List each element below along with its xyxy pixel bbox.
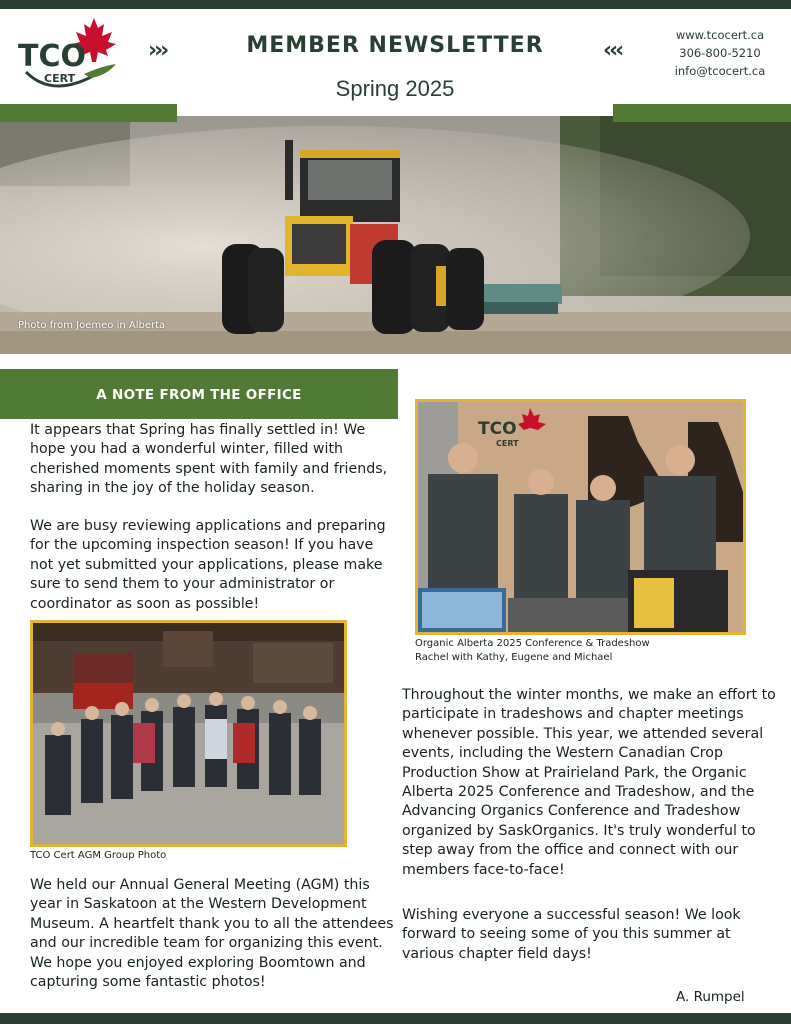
newsletter-title: MEMBER NEWSLETTER <box>246 33 544 58</box>
newsletter-season: Spring 2025 <box>335 76 455 101</box>
hero-tractor-photo <box>0 116 791 354</box>
paragraph-applications-reminder: We are busy reviewing applications and preparing for the upcoming inspection season! If you have not yet submitted your applications, please make sure to send them to your administrator or coordinator as soon as possible! <box>30 518 386 612</box>
contact-phone[interactable]: 306-800-5210 <box>679 46 761 60</box>
svg-text:CERT: CERT <box>496 439 519 448</box>
chevron-left-icon: ‹‹‹ <box>603 38 622 63</box>
svg-text:CERT: CERT <box>44 72 76 85</box>
header-accent-strip-right <box>613 104 791 122</box>
contact-website[interactable]: www.tcocert.ca <box>675 28 765 42</box>
agm-photo-caption: TCO Cert AGM Group Photo <box>30 850 167 861</box>
tco-cert-logo <box>14 16 126 100</box>
paragraph-agm: We held our Annual General Meeting (AGM) this year in Saskatoon at the Western Development Museum. A heartfelt thank you to all the attendees and our incredible team for organizing this event. We hope you enjoyed exploring Boomtown and capturing some fantastic photos! <box>30 877 394 991</box>
header-accent-strip-left <box>0 104 177 122</box>
paragraph-tradeshows: Throughout the winter months, we make an effort to participate in tradeshows and chapter meetings whenever possible. This year, we attended several events, including the Western Canadian Crop Production Show at Prairieland Park, the Organic Alberta 2025 Conference and Tradeshow, and the Advancing Organics Conference and Tradeshow organized by SaskOrganics. It's truly wonderful to step away from the office and connect with our members face-to-face! <box>402 687 776 878</box>
hero-photo-caption: Photo from Joemeo in Alberta <box>18 320 166 331</box>
tradeshow-booth-photo <box>415 399 746 635</box>
svg-text:TCO: TCO <box>478 419 517 439</box>
booth-photo-caption-line2: Rachel with Kathy, Eugene and Michael <box>415 652 613 663</box>
svg-text:TCO: TCO <box>18 39 86 74</box>
booth-photo-caption-line1: Organic Alberta 2025 Conference & Tradeshow <box>415 638 650 649</box>
chevron-right-icon: ››› <box>148 38 167 63</box>
bottom-border-bar <box>0 1013 791 1024</box>
contact-email[interactable]: info@tcocert.ca <box>674 64 766 78</box>
paragraph-spring-greeting: It appears that Spring has finally settled in! We hope you had a wonderful winter, filled with cherished moments spent with family and friends, sharing in the joy of the holiday season. <box>30 422 388 497</box>
section-heading-office-note: A NOTE FROM THE OFFICE <box>0 369 398 419</box>
agm-group-photo <box>30 620 347 847</box>
paragraph-season-wishes: Wishing everyone a successful season! We look forward to seeing some of you this summer at various chapter field days! <box>402 907 741 962</box>
author-signature: A. Rumpel <box>676 989 745 1005</box>
top-border-bar <box>0 0 791 9</box>
